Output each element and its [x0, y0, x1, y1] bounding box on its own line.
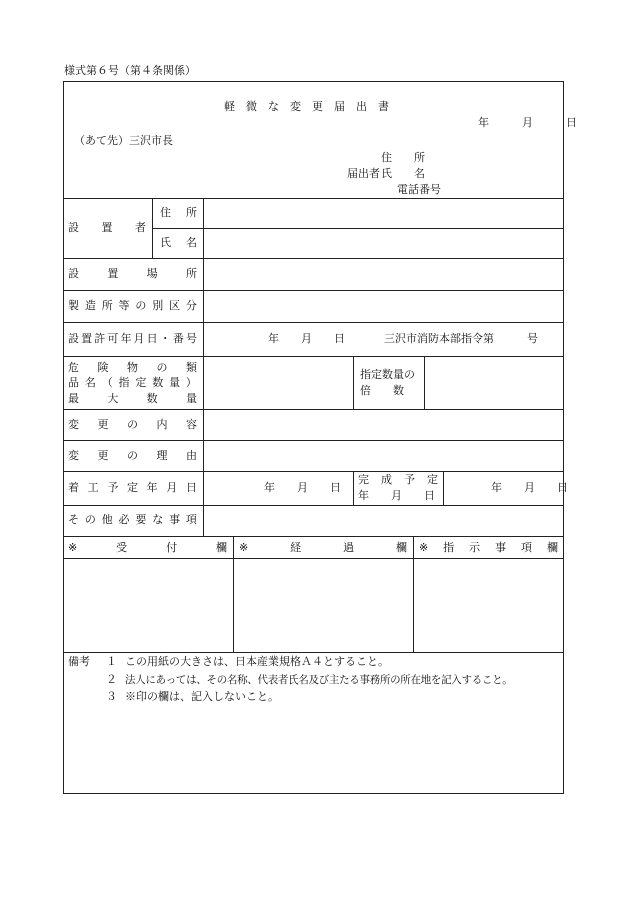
notes-label: 備考	[68, 655, 90, 668]
start-date-value: 年 月 日	[264, 481, 341, 494]
applicant-phone-label: 電話番号	[397, 183, 441, 196]
change-reason-label: 変 更 の 理 由	[68, 449, 197, 462]
rule	[203, 198, 204, 536]
form-frame	[63, 81, 564, 794]
installer-label: 設 置 者	[68, 221, 146, 234]
facility-class-label: 製 造 所 等 の 別 区 分	[68, 299, 197, 312]
rule	[233, 536, 234, 652]
rule	[63, 652, 564, 653]
addressee: （あて先）三沢市長	[74, 134, 173, 147]
instructions-column-header: ※ 指 示 事 項 欄	[419, 541, 558, 554]
change-content-label: 変 更 の 内 容	[68, 418, 197, 431]
reception-column-header: ※ 受 付 欄	[68, 541, 227, 554]
note-text: ※印の欄は、記入しないこと。	[125, 690, 279, 703]
form-title: 軽 微 な 変 更 届 出 書	[224, 100, 389, 113]
rule	[152, 198, 153, 258]
form-number: 様式第６号（第４条関係）	[64, 64, 196, 77]
applicant-submitter-label: 届出者	[347, 167, 380, 180]
start-date-label: 着 工 予 定 年 月 日	[68, 481, 197, 494]
rule	[152, 228, 564, 229]
rule	[63, 471, 564, 472]
permit-number-value: 三沢市消防本部指令第 号	[384, 332, 538, 345]
applicant-address-label: 住 所	[381, 151, 425, 164]
rule	[63, 409, 564, 410]
rule	[63, 198, 564, 199]
rule	[63, 558, 564, 559]
hazmat-name-label: 品 名 （ 指 定 数 量 ）	[68, 376, 197, 389]
rule	[353, 356, 354, 409]
progress-column-header: ※ 経 過 欄	[239, 541, 407, 554]
rule	[63, 322, 564, 323]
rule	[443, 471, 444, 505]
completion-date-label: 年 月 日	[358, 489, 435, 502]
installer-name-label: 氏 名	[160, 236, 197, 249]
note-number: ２	[106, 673, 117, 686]
note-number: １	[106, 655, 117, 668]
completion-date-value: 年 月 日	[491, 481, 568, 494]
designated-multiple-label-1: 指定数量の	[360, 368, 415, 381]
note-text: この用紙の大きさは、日本産業規格Ａ４とすること。	[125, 655, 389, 668]
other-items-label: そ の 他 必 要 な 事 項	[68, 513, 197, 526]
location-label: 設 置 場 所	[68, 267, 197, 280]
note-text: 法人にあっては、その名称、代表者氏名及び主たる事務所の所在地を記入すること。	[125, 674, 513, 686]
rule	[63, 505, 564, 506]
rule	[63, 356, 564, 357]
rule	[63, 440, 564, 441]
submission-date: 年 月 日	[478, 116, 577, 129]
rule	[353, 471, 354, 505]
rule	[63, 290, 564, 291]
rule	[413, 536, 414, 652]
applicant-name-label: 氏 名	[381, 167, 425, 180]
designated-multiple-label-2: 倍 数	[360, 384, 404, 397]
hazmat-class-label: 危 険 物 の 類	[68, 361, 197, 374]
note-number: ３	[106, 690, 117, 703]
rule	[424, 356, 425, 409]
permit-date-value: 年 月 日	[268, 332, 345, 345]
rule	[63, 258, 564, 259]
installer-address-label: 住 所	[160, 206, 197, 219]
hazmat-max-quantity-label: 最 大 数 量	[68, 392, 197, 405]
completion-label: 完 成 予 定	[358, 473, 438, 486]
permit-date-number-label: 設 置 許 可 年 月 日 ・ 番 号	[68, 332, 197, 345]
rule	[63, 536, 564, 537]
